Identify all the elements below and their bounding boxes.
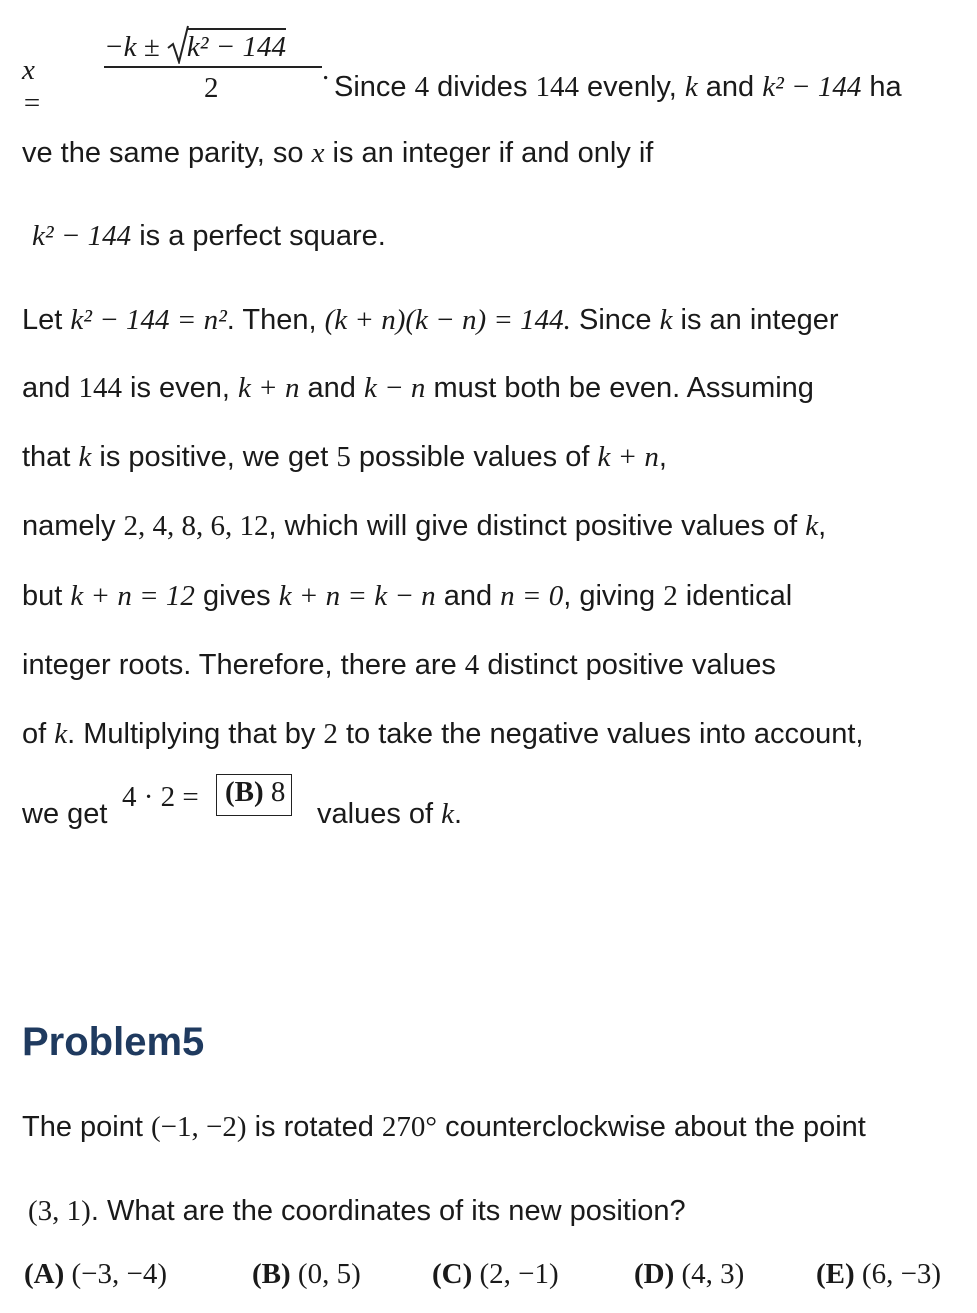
math: 4 [414, 71, 430, 103]
solution-line-11-tail [317, 797, 462, 831]
math: k + n = k − n [278, 580, 436, 612]
formula-period: . [322, 54, 330, 86]
math: (k + n)(k − n) = 144. [324, 304, 571, 336]
choice-value: (0, 5) [297, 1258, 361, 1290]
choice-c[interactable] [432, 1258, 559, 1291]
numerator-prefix: −k ± [104, 31, 167, 63]
math: k − n [363, 372, 426, 404]
text: possible values of [350, 441, 598, 473]
text: , which will give distinct positive values of [268, 510, 806, 542]
math: k [684, 71, 698, 103]
math: k + n [597, 441, 659, 473]
math: 270° [381, 1111, 438, 1143]
solution-line-4 [22, 303, 839, 337]
solution-line-3 [32, 219, 386, 253]
choice-letter: (C) [432, 1258, 473, 1290]
choice-letter: (D) [634, 1258, 675, 1290]
text: , [658, 441, 667, 473]
text: and [435, 580, 501, 612]
text: distinct positive values [479, 649, 776, 681]
text: counterclockwise about the point [437, 1111, 866, 1143]
solution-line-11 [22, 797, 107, 831]
math: 5 [336, 441, 351, 473]
text: namely [22, 510, 124, 542]
problem-heading: Problem5 [22, 1020, 205, 1064]
text: must both be even. Assuming [425, 372, 814, 404]
text: is an integer [672, 304, 839, 336]
choice-letter: (B) [252, 1258, 291, 1290]
solution-line-6 [22, 440, 667, 474]
text: . Multiplying that by [67, 718, 324, 750]
choice-letter: (E) [816, 1258, 855, 1290]
math: k + n [238, 372, 300, 404]
math: n = 0 [500, 580, 564, 612]
text: is rotated [246, 1111, 382, 1143]
radicand: k² − 144 [187, 28, 286, 64]
text: identical [677, 580, 793, 612]
text: divides [429, 71, 536, 103]
math: k [441, 798, 455, 830]
solution-line-8 [22, 579, 792, 613]
sqrt-symbol [167, 28, 286, 64]
fraction-bar [104, 66, 322, 68]
text: ha [861, 71, 902, 103]
text: gives [194, 580, 279, 612]
solution-line-9 [22, 648, 776, 682]
math: k [805, 510, 819, 542]
text: Since [570, 304, 660, 336]
problem-line-1 [22, 1110, 866, 1144]
text: is a perfect square. [131, 220, 386, 252]
text: is an integer if and only if [324, 137, 654, 169]
math: 4 · 2 = [122, 781, 199, 813]
text: ve the same parity, so [22, 137, 312, 169]
text: The point [22, 1111, 151, 1143]
text: . What are the coordinates of its new position? [90, 1195, 686, 1227]
math: (3, 1) [28, 1195, 91, 1227]
choice-a[interactable] [24, 1258, 167, 1291]
choice-e[interactable] [816, 1258, 941, 1291]
text: and [22, 372, 79, 404]
choice-value: (4, 3) [681, 1258, 745, 1290]
math: k² − 144 [32, 220, 132, 252]
boxed-answer [214, 774, 292, 816]
math: 2, 4, 8, 6, 12 [123, 510, 269, 542]
text: that [22, 441, 79, 473]
formula-numerator [104, 28, 286, 64]
problem-line-2 [28, 1194, 686, 1228]
answer-expression [122, 780, 199, 814]
solution-line-2 [22, 136, 653, 170]
choice-value: (6, −3) [861, 1258, 942, 1290]
text: to take the negative values into account, [337, 718, 864, 750]
text: is positive, we get [91, 441, 337, 473]
formula-lhs: x = [22, 54, 42, 119]
text: Let [22, 304, 71, 336]
text: but [22, 580, 71, 612]
math: k [659, 304, 673, 336]
text: evenly, [579, 71, 685, 103]
formula-denominator: 2 [204, 72, 219, 104]
math: k [78, 441, 92, 473]
text: of [22, 718, 55, 750]
text: integer roots. Therefore, there are [22, 649, 465, 681]
solution-line-1 [334, 70, 902, 104]
answer-box [216, 774, 292, 816]
math: k + n = 12 [70, 580, 195, 612]
solution-line-7 [22, 509, 826, 543]
solution-line-5 [22, 371, 814, 405]
choice-value: (2, −1) [479, 1258, 559, 1290]
text: , giving [563, 580, 664, 612]
text: Since [334, 71, 415, 103]
math: k² − 144 = n² [70, 304, 227, 336]
math: 2 [663, 580, 678, 612]
math: k [54, 718, 68, 750]
math: k² − 144 [762, 71, 862, 103]
math: 144 [78, 372, 122, 404]
math: (−1, −2) [150, 1111, 247, 1143]
answer-letter: (B) [225, 776, 264, 808]
math: x [311, 137, 325, 169]
choice-d[interactable] [634, 1258, 744, 1291]
choice-letter: (A) [24, 1258, 65, 1290]
text: , [818, 510, 827, 542]
text: is even, [121, 372, 239, 404]
text: we get [22, 798, 108, 830]
radical-sign-icon [167, 24, 189, 64]
math: 4 [464, 649, 480, 681]
solution-line-10 [22, 717, 864, 751]
answer-value: 8 [270, 776, 286, 808]
text: and [697, 71, 763, 103]
math: 2 [323, 718, 338, 750]
choice-value: (−3, −4) [71, 1258, 168, 1290]
text: . Then, [226, 304, 325, 336]
text: and [299, 372, 364, 404]
text: values of [317, 798, 442, 830]
choice-b[interactable] [252, 1258, 361, 1291]
math: 144 [535, 71, 579, 103]
text: . [454, 798, 463, 830]
